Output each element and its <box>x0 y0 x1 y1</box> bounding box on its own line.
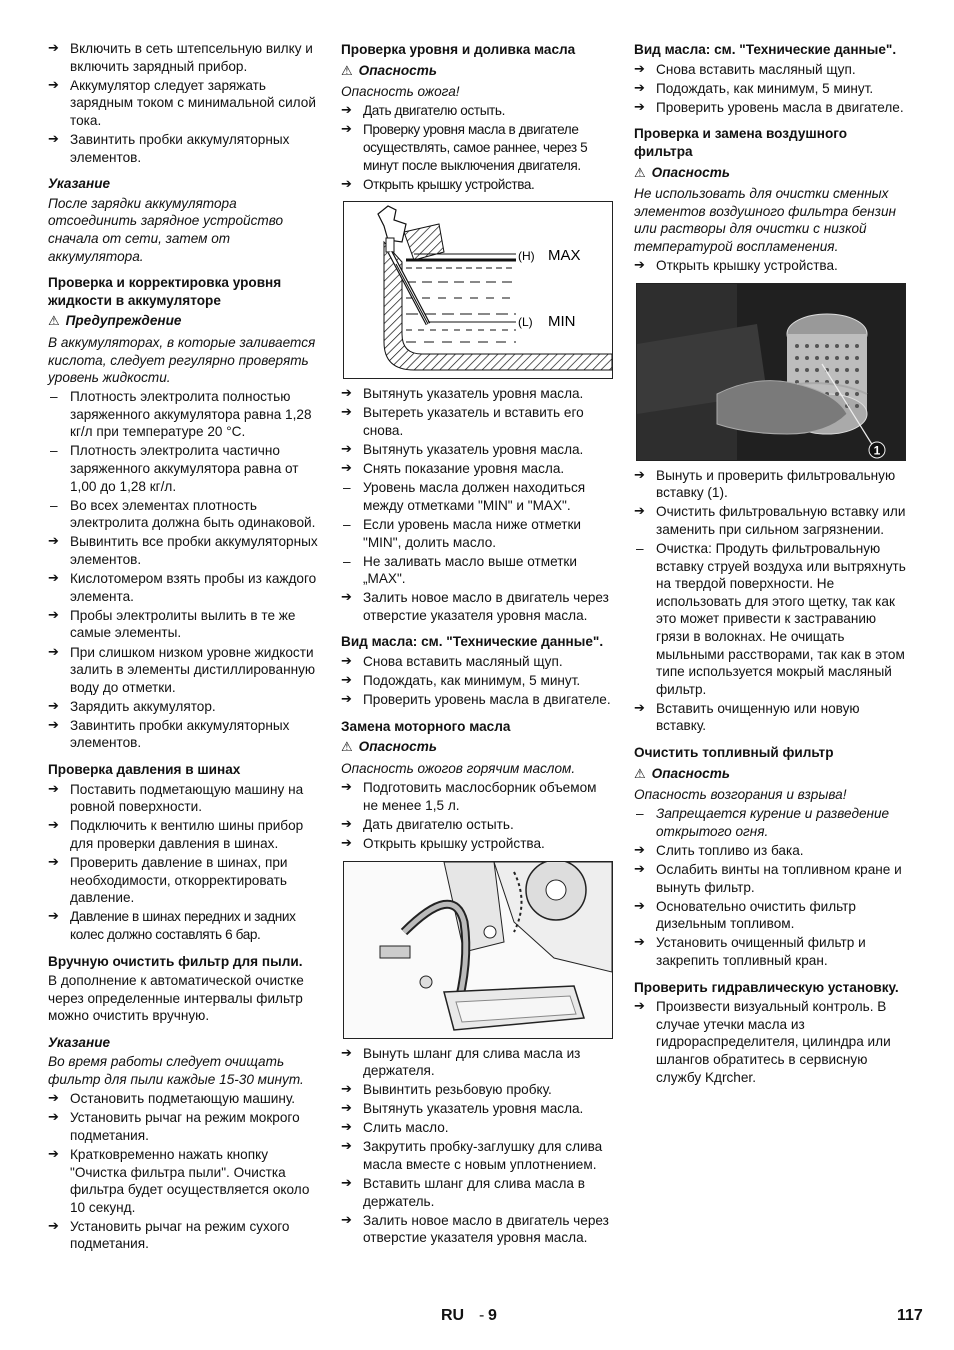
step-item: ➔ Остановить подметающую машину. <box>48 1090 320 1108</box>
paragraph: В дополнение к автоматической очистке через определенные интервалы фильтр можно очистить вручную. <box>48 973 304 1024</box>
step-item: ➔ Подождать, как минимум, 5 минут. <box>341 672 613 690</box>
bullet-item: – Плотность электролита полностью заряженного аккумулятора равна 1,28 кг/л при температуре 20 °C. <box>48 388 320 441</box>
step-item: ➔ Подключить к вентилю шины прибор для проверки давления в шинах. <box>48 817 320 852</box>
step-item: ➔ Основательно очистить фильтр дизельным топливом. <box>634 898 906 933</box>
step-item: ➔ Снова вставить масляный щуп. <box>634 61 906 79</box>
step-item: ➔ Установить рычаг на режим мокрого подметания. <box>48 1109 320 1144</box>
oil-dipstick-diagram <box>344 202 612 378</box>
warning-triangle-icon: ⚠ <box>634 165 646 181</box>
step-item: ➔ Поставить подметающую машину на ровной поверхности. <box>48 781 320 816</box>
step-item: ➔ Вывинтить резьбовую пробку. <box>341 1081 613 1099</box>
footer-lang: RU <box>441 1307 465 1324</box>
l-label: (L) <box>518 315 533 330</box>
step-item: ➔ Кислотомером взять пробы из каждого элемента. <box>48 570 320 605</box>
bullet-item: – Уровень масла должен находиться между отметками "MIN" и "MAX". <box>341 479 613 514</box>
section-heading: Проверка и замена воздушного фильтра <box>634 126 848 159</box>
step-item: ➔ Очистить фильтровальную вставку или заменить при сильном загрязнении. <box>634 503 906 538</box>
step-item: ➔ Установить очищенный фильтр и закрепить топливный кран. <box>634 934 906 969</box>
footer-page-number: 117 <box>897 1307 923 1324</box>
bullet-item: – Если уровень масла ниже отметки "MIN", долить масло. <box>341 516 613 551</box>
section-heading: Проверка уровня и доливка масла <box>341 42 576 57</box>
column-middle <box>341 40 613 1249</box>
step-item: ➔ Подождать, как минимум, 5 минут. <box>634 80 906 98</box>
section-heading: Вид масла: см. "Технические данные". <box>634 42 897 57</box>
step-item: ➔ Проверить уровень масла в двигателе. <box>634 99 906 117</box>
oil-drain-figure <box>343 861 613 1039</box>
step-item: ➔ Закрутить пробку-заглушку для слива масла вместе с новым уплотнением. <box>341 1138 613 1173</box>
h-label: (H) <box>518 249 535 264</box>
step-item: ➔ Вставить шланг для слива масла в держатель. <box>341 1175 613 1210</box>
air-filter-figure <box>636 283 906 461</box>
step-item: ➔ Вынуть и проверить фильтровальную вставку (1). <box>634 467 906 502</box>
bullet-item: – Плотность электролита частично заряженного аккумулятора равна от 1,00 до 1,28 кг/л. <box>48 442 320 495</box>
section-heading: Вид масла: см. "Технические данные". <box>341 634 604 650</box>
step-item: ➔ Кратковременно нажать кнопку "Очистка фильтра пыли". Очистка фильтра будет осуществляется около 10 секунд. <box>48 1146 320 1216</box>
bullet-item: – Очистка: Продуть фильтровальную вставку струей воздуха или вытряхнуть на твердой поверхности. Не использовать для этого щетку, так как это может привести к застраванию грязи в волокнах. Не очищать мыльными расстворами, так как в этом типе используется мокрый масляный фильтр. <box>634 540 906 698</box>
step-item: ➔ Залить новое масло в двигатель через отверстие указателя уровня масла. <box>341 1212 613 1247</box>
air-filter-photo <box>637 284 905 460</box>
italic-text: После зарядки аккумулятора отсоединить зарядное устройство сначала от сети, затем от аккумулятора. <box>48 195 284 264</box>
oil-drain-illustration <box>344 862 612 1038</box>
italic-text: Опасность ожога! <box>341 84 460 100</box>
step-item: ➔ Вынуть шланг для слива масла из держателя. <box>341 1045 613 1080</box>
italic-text: Опасность ожогов горячим маслом. <box>341 761 576 777</box>
step-item: ➔ Давление в шинах передних и задних колес должно составлять 6 бар. <box>48 908 320 943</box>
warning-heading <box>341 62 613 81</box>
section-heading: Очистить топливный фильтр <box>634 745 834 761</box>
step-item: ➔ Дать двигателю остыть. <box>341 102 613 120</box>
step-item: ➔ Залить новое масло в двигатель через отверстие указателя уровня масла. <box>341 589 613 624</box>
step-item: ➔ При слишком низком уровне жидкости залить в элементы дистиллированную воду до отметки. <box>48 644 320 697</box>
bullet-item: – Запрещается курение и разведение открытого огня. <box>634 805 906 840</box>
warning-label: Опасность <box>651 765 730 781</box>
italic-text: Опасность возгорания и взрыва! <box>634 787 847 803</box>
step-item: ➔ Пробы электролиты вылить в те же самые элементы. <box>48 607 320 642</box>
step-item: ➔ Завинтить пробки аккумуляторных элементов. <box>48 131 320 166</box>
step-item: ➔ Слить топливо из бака. <box>634 842 906 860</box>
bullet-item: – Во всех элементах плотность электролита должна быть одинаковой. <box>48 497 320 532</box>
step-item: ➔ Установить рычаг на режим сухого подметания. <box>48 1218 320 1253</box>
section-heading: Проверить гидравлическую установку. <box>634 979 899 995</box>
section-heading: Замена моторного масла <box>341 718 511 734</box>
warning-label: Опасность <box>358 62 437 78</box>
min-label: MIN <box>548 313 576 331</box>
step-item: ➔ Дать двигателю остыть. <box>341 816 613 834</box>
callout-1: 1 <box>873 443 881 458</box>
warning-label: Опасность <box>651 164 730 180</box>
warning-label: Предупреждение <box>65 313 182 329</box>
warning-heading <box>341 738 613 757</box>
warning-heading <box>48 312 320 331</box>
warning-triangle-icon: ⚠ <box>341 63 353 79</box>
step-item: ➔ Ослабить винты на топливном кране и вынуть фильтр. <box>634 861 906 896</box>
section-heading: Проверка и корректировка уровня жидкости в аккумуляторе <box>48 275 282 308</box>
section-heading: Проверка давления в шинах <box>48 762 241 778</box>
step-item: ➔ Завинтить пробки аккумуляторных элементов. <box>48 717 320 752</box>
step-item: ➔ Открыть крышку устройства. <box>341 176 613 194</box>
step-item: ➔ Подготовить маслосборник объемом не менее 1,5 л. <box>341 779 613 814</box>
warning-heading <box>634 164 906 183</box>
step-item: ➔ Снова вставить масляный щуп. <box>341 653 613 671</box>
step-item: ➔ Открыть крышку устройства. <box>341 835 613 853</box>
footer-section-num: 9 <box>488 1307 497 1324</box>
step-item: ➔ Аккумулятор следует заряжать зарядным током с минимальной силой тока. <box>48 77 320 130</box>
column-right <box>634 40 906 1088</box>
step-item: ➔ Вытянуть указатель уровня масла. <box>341 441 613 459</box>
step-item: ➔ Вытянуть указатель уровня масла. <box>341 385 613 403</box>
step-item: ➔ Произвести визуальный контроль. В случае утечки масла из гидрораспределителя, цилиндра или шлангов обратитесь в сервисную службу Kдrcher. <box>634 998 906 1086</box>
warning-heading <box>634 765 906 784</box>
step-item: ➔ Проверку уровня масла в двигателе осуществлять, самое раннее, через 5 минут после выключения двигателя. <box>341 121 613 174</box>
italic-text: Не использовать для очистки сменных элементов воздушного фильтра бензин или растворы для очистки с низкой температурой воспламенения. <box>634 186 897 254</box>
step-item: ➔ Снять показание уровня масла. <box>341 460 613 478</box>
italic-text: Во время работы следует очищать фильтр для пыли каждые 15-30 минут. <box>48 1054 304 1088</box>
step-item: ➔ Включить в сеть штепсельную вилку и включить зарядный прибор. <box>48 40 320 75</box>
max-label: MAX <box>548 247 581 265</box>
italic-text: В аккумуляторах, в которые заливается кислота, следует регулярно проверять уровень жидкости. <box>48 334 316 386</box>
note-heading: Указание <box>48 1034 111 1050</box>
note-heading: Указание <box>48 176 111 192</box>
warning-triangle-icon: ⚠ <box>634 766 646 782</box>
step-item: ➔ Открыть крышку устройства. <box>634 257 906 275</box>
step-item: ➔ Проверить уровень масла в двигателе. <box>341 691 613 709</box>
step-item: ➔ Слить масло. <box>341 1119 613 1137</box>
warning-triangle-icon: ⚠ <box>48 314 60 330</box>
section-heading: Вручную очистить фильтр для пыли. <box>48 953 303 969</box>
column-left <box>48 40 320 1255</box>
step-item: ➔ Вставить очищенную или новую вставку. <box>634 700 906 735</box>
step-item: ➔ Вытянуть указатель уровня масла. <box>341 1100 613 1118</box>
warning-triangle-icon: ⚠ <box>341 740 353 756</box>
step-item: ➔ Зарядить аккумулятор. <box>48 698 320 716</box>
step-item: ➔ Проверить давление в шинах, при необходимости, откорректировать давление. <box>48 854 320 907</box>
warning-label: Опасность <box>358 739 437 755</box>
oil-level-figure <box>343 201 613 379</box>
step-item: ➔ Вытереть указатель и вставить его снова. <box>341 404 613 439</box>
step-item: ➔ Вывинтить все пробки аккумуляторных элементов. <box>48 533 320 568</box>
bullet-item: – Не заливать масло выше отметки „MAX". <box>341 553 613 588</box>
footer-sep: - <box>479 1307 485 1324</box>
